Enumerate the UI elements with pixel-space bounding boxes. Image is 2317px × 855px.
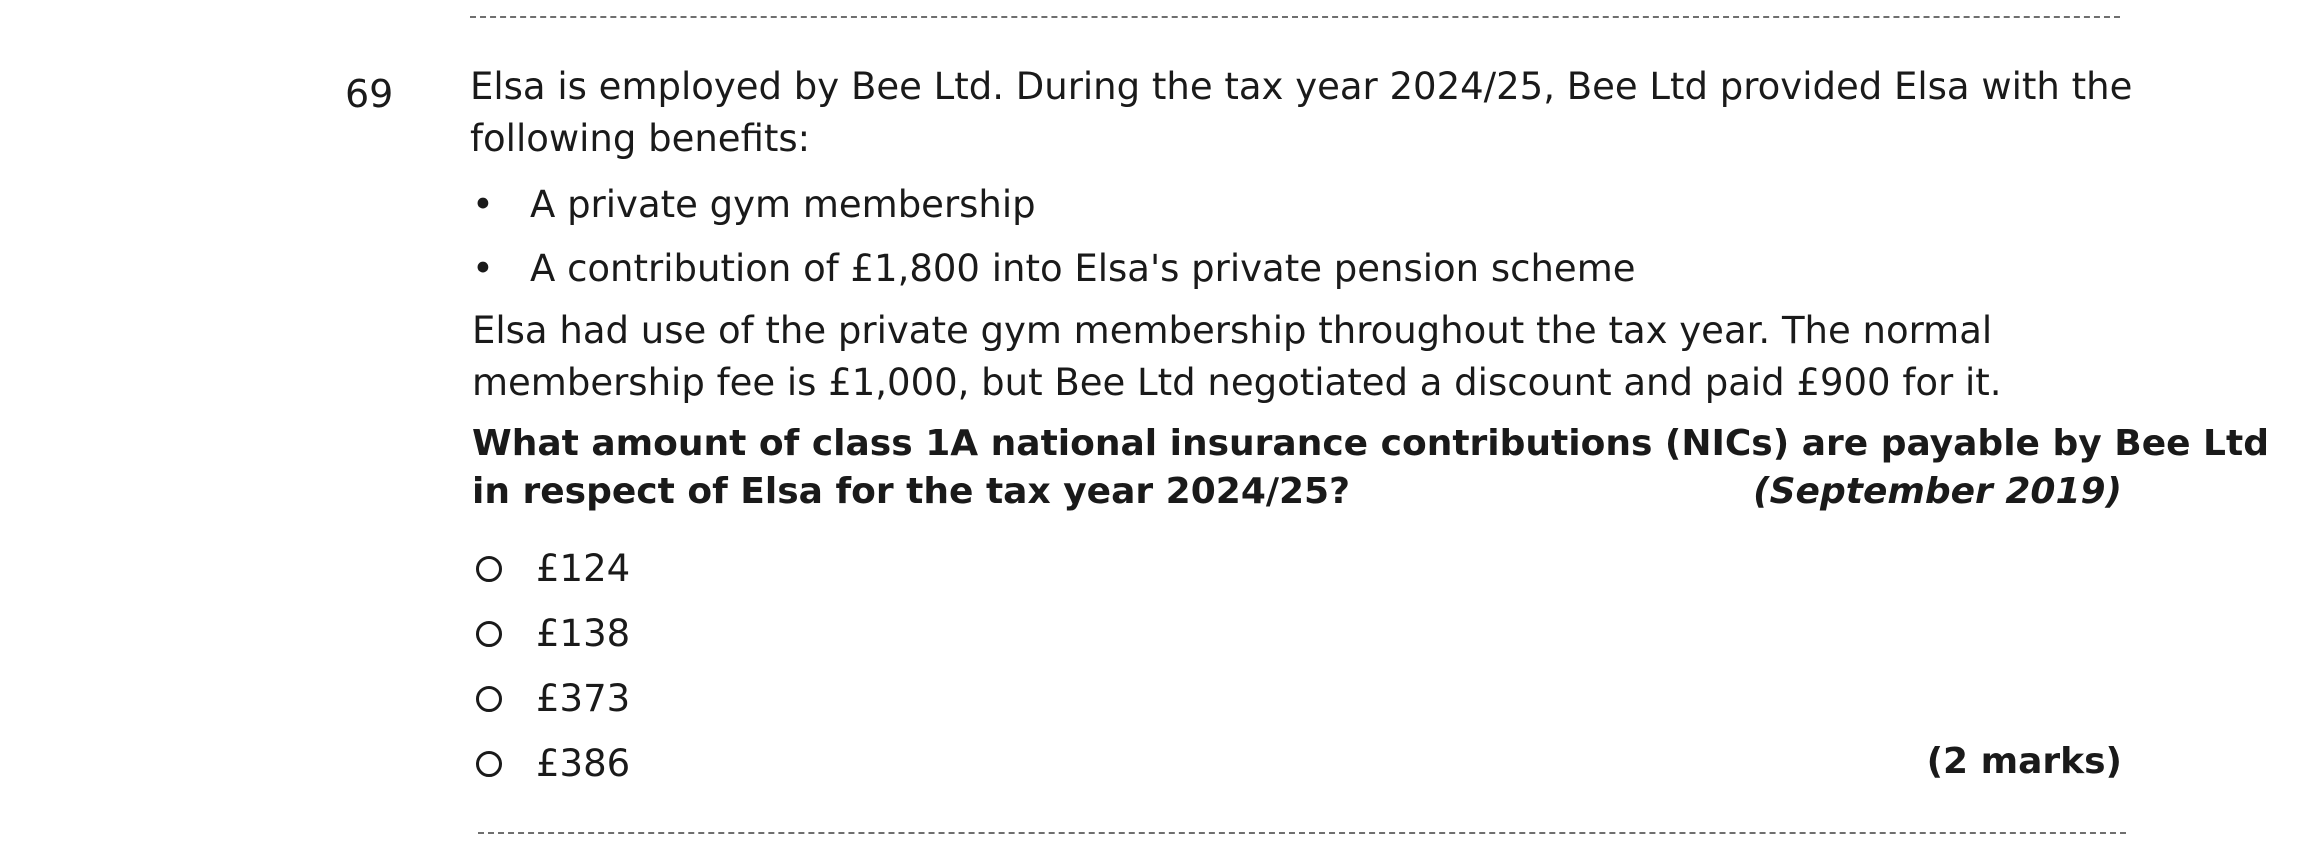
- prompt-line: What amount of class 1A national insurance contributions (NICs) are payable by Bee Ltd: [472, 423, 2269, 464]
- paragraph-line: Elsa had use of the private gym membership throughout the tax year. The normal: [472, 309, 1993, 352]
- marks-label: (2 marks): [1926, 741, 2122, 782]
- answer-options: [476, 536, 2122, 796]
- question-prompt: [472, 420, 2269, 516]
- list-item: [470, 180, 1636, 244]
- paragraph-line: membership fee is £1,000, but Bee Ltd negotiated a discount and paid £900 for it.: [472, 361, 2002, 404]
- answer-option-a[interactable]: [476, 536, 2122, 601]
- question-intro: [470, 62, 2132, 166]
- question-number: 69: [345, 72, 394, 116]
- prompt-line: in respect of Elsa for the tax year 2024/25?: [472, 471, 1350, 512]
- question-paragraph: [472, 306, 2002, 410]
- top-divider: [470, 16, 2120, 18]
- benefits-list: [470, 180, 1636, 308]
- radio-button[interactable]: [476, 686, 502, 712]
- intro-line: Elsa is employed by Bee Ltd. During the tax year 2024/25, Bee Ltd provided Elsa with the: [470, 65, 2133, 108]
- answer-option-b[interactable]: [476, 601, 2122, 666]
- list-item: [470, 244, 1636, 308]
- intro-line: following benefits:: [470, 117, 811, 160]
- answer-option-c[interactable]: [476, 666, 2122, 731]
- list-item-text: A contribution of £1,800 into Elsa's private pension scheme: [530, 247, 1636, 290]
- option-label: £124: [536, 546, 631, 590]
- bottom-divider: [478, 832, 2126, 834]
- bullet-icon: •: [472, 247, 494, 290]
- radio-button[interactable]: [476, 556, 502, 582]
- list-item-text: A private gym membership: [530, 183, 1036, 226]
- prompt-line-with-source: [472, 468, 2122, 516]
- option-label: £138: [536, 611, 631, 655]
- bullet-icon: •: [472, 183, 494, 226]
- answer-option-d[interactable]: [476, 731, 2122, 796]
- question-source: (September 2019): [1753, 471, 2122, 512]
- option-label: £373: [536, 676, 631, 720]
- radio-button[interactable]: [476, 621, 502, 647]
- option-label: £386: [536, 741, 631, 785]
- radio-button[interactable]: [476, 751, 502, 777]
